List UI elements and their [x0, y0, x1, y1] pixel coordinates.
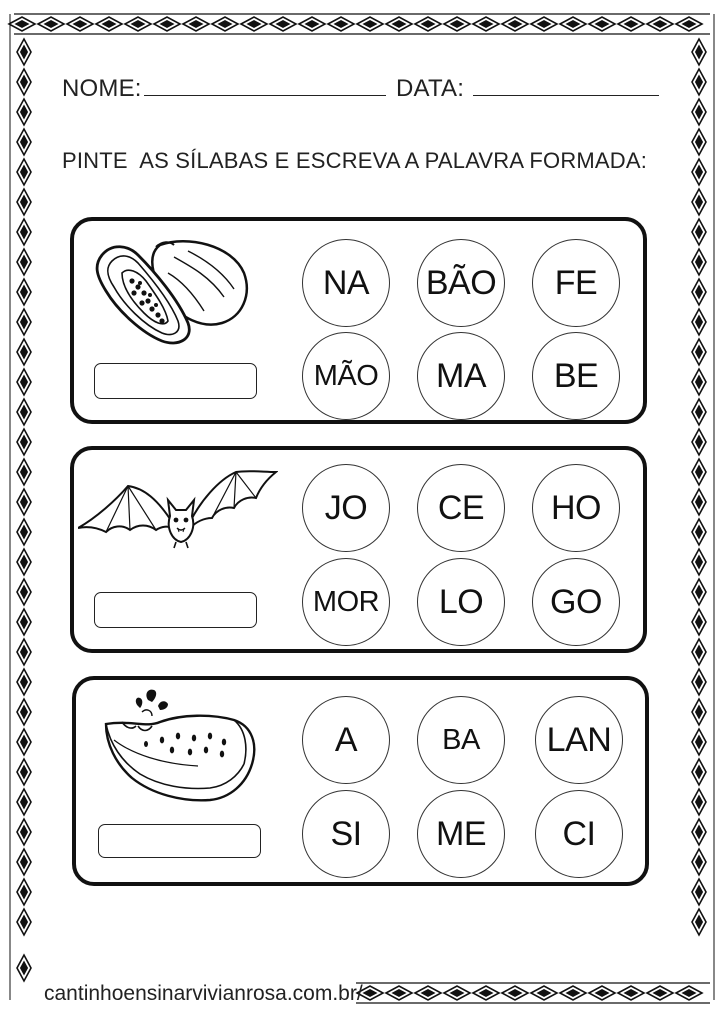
- syllable-circle[interactable]: BÃO: [417, 239, 505, 327]
- syllable-circle[interactable]: CI: [535, 790, 623, 878]
- watermelon-illustration: [102, 684, 262, 806]
- instruction-text: PINTE AS SÍLABAS E ESCREVA A PALAVRA FORMADA:: [62, 148, 648, 173]
- syllable-circle[interactable]: A: [302, 696, 390, 784]
- answer-box-3[interactable]: [98, 824, 261, 858]
- syllable-circle[interactable]: LAN: [535, 696, 623, 784]
- name-field: [62, 75, 386, 103]
- answer-box-1[interactable]: [94, 363, 257, 399]
- exercise-card-3: [72, 676, 649, 886]
- date-line[interactable]: [473, 94, 659, 96]
- date-label: DATA:: [396, 75, 465, 102]
- papaya-illustration: [92, 237, 252, 347]
- syllable-circle[interactable]: GO: [532, 558, 620, 646]
- syllable-circle[interactable]: CE: [417, 464, 505, 552]
- answer-box-2[interactable]: [94, 592, 257, 628]
- syllable-circle[interactable]: NA: [302, 239, 390, 327]
- syllable-circle[interactable]: BA: [417, 696, 505, 784]
- exercise-card-2: [70, 446, 647, 653]
- footer-website: cantinhoensinarvivianrosa.com.br/: [44, 982, 363, 1005]
- name-line[interactable]: [144, 94, 386, 96]
- syllable-circle[interactable]: JO: [302, 464, 390, 552]
- syllable-circle[interactable]: HO: [532, 464, 620, 552]
- syllable-circle[interactable]: FE: [532, 239, 620, 327]
- syllable-circle[interactable]: SI: [302, 790, 390, 878]
- syllable-circle[interactable]: MOR: [302, 558, 390, 646]
- syllable-circle[interactable]: LO: [417, 558, 505, 646]
- exercise-card-1: [70, 217, 647, 424]
- bat-illustration: [78, 466, 278, 566]
- name-label: NOME:: [62, 75, 142, 102]
- syllable-circle[interactable]: ME: [417, 790, 505, 878]
- syllable-circle[interactable]: BE: [532, 332, 620, 420]
- syllable-circle[interactable]: MA: [417, 332, 505, 420]
- date-field: [396, 75, 659, 103]
- syllable-circle[interactable]: MÃO: [302, 332, 390, 420]
